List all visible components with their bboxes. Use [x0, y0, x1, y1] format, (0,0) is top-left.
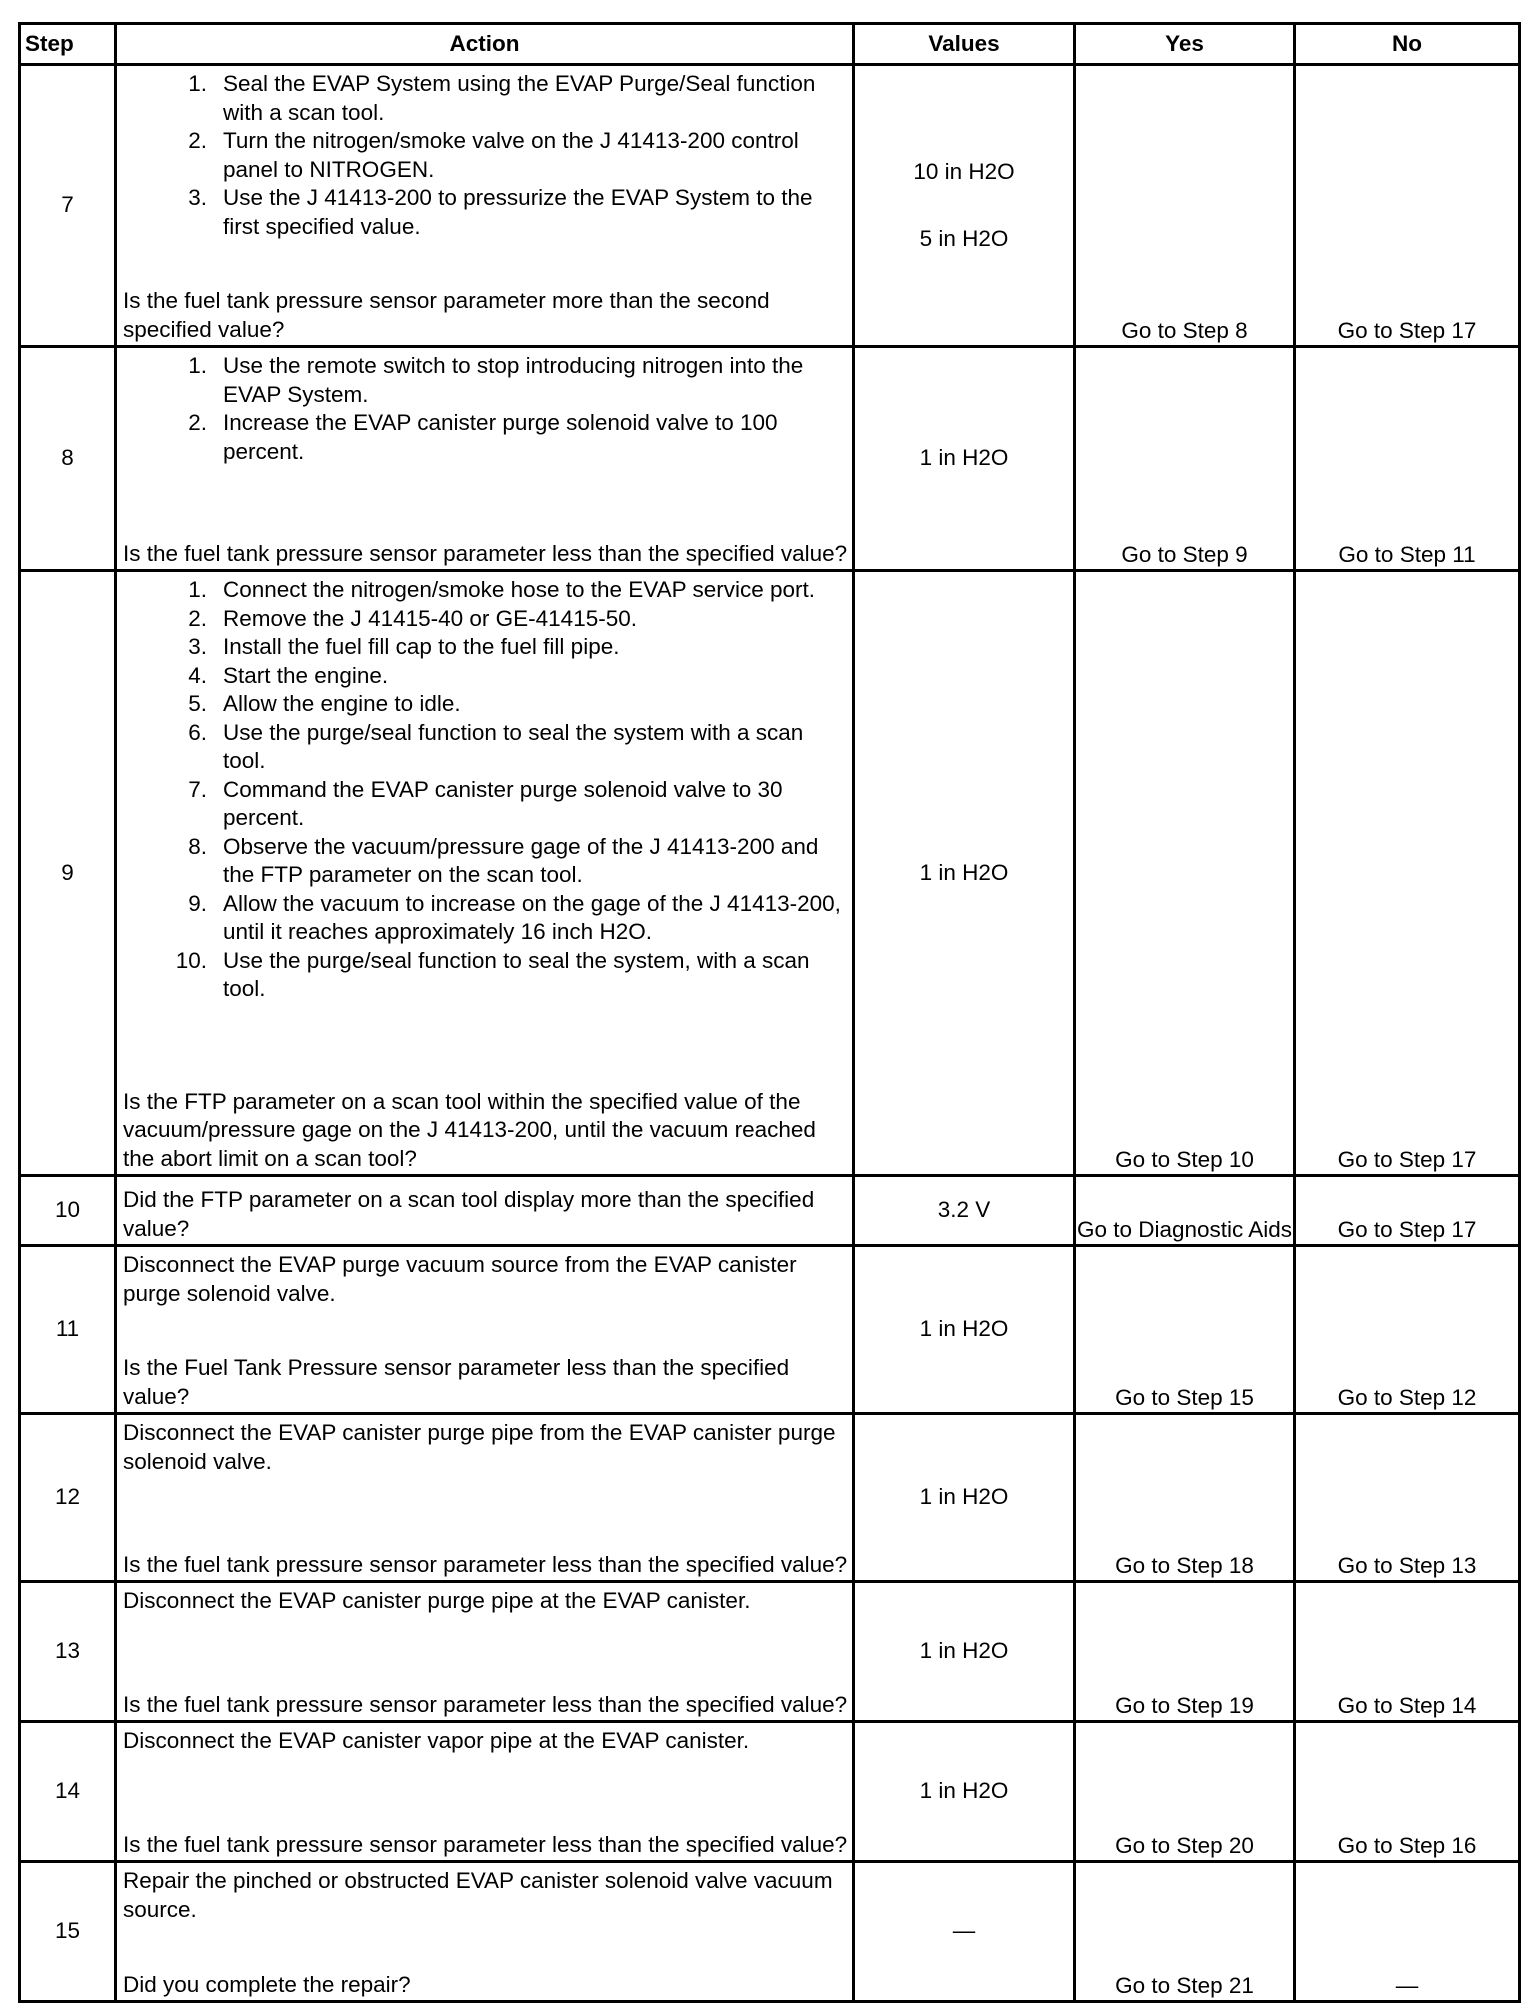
action-question: Is the fuel tank pressure sensor parameter less than the specified value?	[123, 1691, 848, 1717]
instruction-list	[123, 70, 848, 241]
values-list	[855, 1483, 1073, 1512]
action-instructions	[123, 1251, 848, 1308]
instruction-text: Command the EVAP canister purge solenoid valve to 30 percent.	[223, 776, 783, 830]
action-instructions	[123, 1419, 848, 1476]
action-instructions	[123, 1727, 848, 1756]
action-instruction-text: Disconnect the EVAP purge vacuum source from the EVAP canister purge solenoid valve.	[123, 1252, 797, 1306]
instruction-number: 2.	[188, 605, 207, 631]
header-values: Values	[854, 24, 1075, 65]
instruction-item	[123, 127, 848, 184]
step-cell: 8	[20, 347, 116, 571]
instruction-text: Use the remote switch to stop introducing nitrogen into the EVAP System.	[223, 353, 804, 407]
table-row	[20, 1722, 1520, 1862]
values-cell	[854, 65, 1075, 347]
action-instructions	[123, 1587, 848, 1616]
action-content	[123, 1181, 848, 1243]
value-text: —	[952, 1918, 976, 1944]
instruction-number: 6.	[188, 719, 207, 745]
no-cell: Go to Step 16	[1295, 1722, 1520, 1862]
no-cell: Go to Step 17	[1295, 571, 1520, 1176]
values-list	[855, 444, 1073, 473]
instruction-item	[123, 719, 848, 776]
instruction-text: Use the purge/seal function to seal the system, with a scan tool.	[223, 947, 810, 1001]
instruction-item	[123, 690, 848, 719]
no-cell: Go to Step 17	[1295, 1176, 1520, 1246]
values-list	[855, 859, 1073, 888]
values-cell	[854, 1862, 1075, 2002]
instruction-text: Use the J 41413-200 to pressurize the EVAP System to the first specified value.	[223, 185, 813, 239]
instruction-item	[123, 662, 848, 691]
action-cell	[116, 1582, 854, 1722]
instruction-item	[123, 776, 848, 833]
action-content	[123, 352, 848, 568]
action-instruction-text: Disconnect the EVAP canister purge pipe from the EVAP canister purge solenoid valve.	[123, 1420, 836, 1474]
action-instructions	[123, 576, 848, 1004]
value-text: 3.2 V	[937, 1197, 991, 1223]
value-text: 1 in H2O	[919, 1484, 1009, 1510]
value-text: 1 in H2O	[919, 1778, 1009, 1804]
step-cell: 7	[20, 65, 116, 347]
action-cell	[116, 1722, 854, 1862]
yes-cell: Go to Step 20	[1075, 1722, 1295, 1862]
instruction-number: 8.	[188, 833, 207, 859]
instruction-number: 2.	[188, 128, 207, 153]
action-content	[123, 1727, 848, 1859]
instruction-item	[123, 947, 848, 1004]
table-row	[20, 1582, 1520, 1722]
instruction-number: 10.	[175, 947, 207, 973]
instruction-number: 1.	[188, 353, 207, 378]
step-cell: 9	[20, 571, 116, 1176]
yes-cell: Go to Step 9	[1075, 347, 1295, 571]
instruction-number: 5.	[188, 691, 207, 716]
instruction-list	[123, 352, 848, 466]
instruction-item	[123, 605, 848, 634]
values-cell	[854, 1722, 1075, 1862]
instruction-number: 4.	[188, 662, 207, 688]
instruction-number: 3.	[188, 185, 207, 210]
action-cell	[116, 571, 854, 1176]
action-cell	[116, 65, 854, 347]
action-cell	[116, 1246, 854, 1414]
instruction-text: Turn the nitrogen/smoke valve on the J 41413-200 control panel to NITROGEN.	[223, 128, 799, 182]
instruction-item	[123, 633, 848, 662]
no-cell: Go to Step 14	[1295, 1582, 1520, 1722]
yes-cell: Go to Diagnostic Aids	[1075, 1176, 1295, 1246]
action-instruction-text: Repair the pinched or obstructed EVAP canister solenoid valve vacuum source.	[123, 1868, 833, 1922]
action-content	[123, 1251, 848, 1411]
instruction-number: 1.	[188, 71, 207, 96]
action-content	[123, 576, 848, 1173]
value-text: 1 in H2O	[919, 445, 1009, 471]
value-text: 1 in H2O	[919, 1638, 1009, 1664]
action-cell	[116, 347, 854, 571]
action-instructions	[123, 70, 848, 241]
header-row	[20, 24, 1520, 65]
instruction-text: Allow the vacuum to increase on the gage of the J 41413-200, until it reaches approximately 16 inch H2O.	[223, 890, 841, 944]
header-yes: Yes	[1075, 24, 1295, 65]
yes-cell: Go to Step 19	[1075, 1582, 1295, 1722]
values-cell	[854, 347, 1075, 571]
table-row	[20, 1862, 1520, 2002]
instruction-number: 7.	[188, 776, 207, 802]
instruction-number: 1.	[188, 577, 207, 602]
action-instructions	[123, 1867, 848, 1924]
instruction-text: Seal the EVAP System using the EVAP Purge/Seal function with a scan tool.	[223, 71, 816, 125]
instruction-text: Allow the engine to idle.	[223, 691, 461, 716]
instruction-item	[123, 890, 848, 947]
action-instruction-text: Disconnect the EVAP canister purge pipe at the EVAP canister.	[123, 1588, 751, 1613]
table-row	[20, 1414, 1520, 1582]
table-row	[20, 571, 1520, 1176]
action-instruction-text: Disconnect the EVAP canister vapor pipe at the EVAP canister.	[123, 1728, 750, 1753]
action-content	[123, 1587, 848, 1719]
no-cell: Go to Step 12	[1295, 1246, 1520, 1414]
instruction-list	[123, 576, 848, 1004]
instruction-item	[123, 409, 848, 466]
value-text: 5 in H2O	[919, 225, 1009, 251]
instruction-text: Start the engine.	[223, 662, 389, 688]
instruction-item	[123, 352, 848, 409]
instruction-number: 9.	[188, 890, 207, 916]
values-list	[855, 1637, 1073, 1666]
diagnostic-table	[18, 22, 1521, 2003]
value-text: 1 in H2O	[919, 1316, 1009, 1342]
action-cell	[116, 1862, 854, 2002]
yes-cell: Go to Step 18	[1075, 1414, 1295, 1582]
values-cell	[854, 1582, 1075, 1722]
action-question: Is the fuel tank pressure sensor parameter less than the specified value?	[123, 540, 848, 566]
yes-cell: Go to Step 10	[1075, 571, 1295, 1176]
value-text: 1 in H2O	[919, 859, 1009, 885]
instruction-text: Increase the EVAP canister purge solenoid valve to 100 percent.	[223, 410, 778, 464]
step-cell: 13	[20, 1582, 116, 1722]
step-cell: 11	[20, 1246, 116, 1414]
action-question: Did you complete the repair?	[123, 1971, 411, 1997]
action-question: Is the FTP parameter on a scan tool within the specified value of the vacuum/pressure gage on the J 41413-200, until the vacuum reached the abort limit on a scan tool?	[123, 1088, 816, 1171]
step-cell: 15	[20, 1862, 116, 2002]
table-body	[20, 65, 1520, 2002]
action-question: Is the fuel tank pressure sensor parameter less than the specified value?	[123, 1831, 848, 1857]
header-step: Step	[20, 24, 116, 65]
action-instructions	[123, 352, 848, 466]
instruction-text: Observe the vacuum/pressure gage of the J 41413-200 and the FTP parameter on the scan tool.	[223, 833, 819, 887]
yes-cell: Go to Step 21	[1075, 1862, 1295, 2002]
no-cell: Go to Step 17	[1295, 65, 1520, 347]
action-question: Is the fuel tank pressure sensor parameter more than the second specified value?	[123, 288, 770, 342]
action-question: Is the fuel tank pressure sensor parameter less than the specified value?	[123, 1551, 848, 1577]
action-cell	[116, 1176, 854, 1246]
instruction-text: Use the purge/seal function to seal the system with a scan tool.	[223, 719, 804, 773]
table-row	[20, 65, 1520, 347]
values-list	[855, 158, 1073, 253]
instruction-item	[123, 184, 848, 241]
instruction-text: Remove the J 41415-40 or GE-41415-50.	[223, 605, 637, 631]
instruction-text: Install the fuel fill cap to the fuel fill pipe.	[223, 634, 620, 659]
values-cell	[854, 571, 1075, 1176]
header-action: Action	[116, 24, 854, 65]
instruction-item	[123, 70, 848, 127]
no-cell: —	[1295, 1862, 1520, 2002]
instruction-text: Connect the nitrogen/smoke hose to the EVAP service port.	[223, 577, 815, 602]
yes-cell: Go to Step 8	[1075, 65, 1295, 347]
value-text: 10 in H2O	[913, 159, 1015, 184]
instruction-item	[123, 576, 848, 605]
no-cell: Go to Step 13	[1295, 1414, 1520, 1582]
values-list	[855, 1777, 1073, 1806]
header-no: No	[1295, 24, 1520, 65]
action-cell	[116, 1414, 854, 1582]
instruction-item	[123, 833, 848, 890]
instruction-number: 2.	[188, 410, 207, 435]
table-row	[20, 1246, 1520, 1414]
instruction-number: 3.	[188, 634, 207, 659]
table-row	[20, 1176, 1520, 1246]
step-cell: 10	[20, 1176, 116, 1246]
values-list	[855, 1315, 1073, 1344]
action-question: Did the FTP parameter on a scan tool display more than the specified value?	[123, 1187, 815, 1241]
yes-cell: Go to Step 15	[1075, 1246, 1295, 1414]
action-content	[123, 1419, 848, 1579]
values-list	[855, 1917, 1073, 1946]
action-content	[123, 1867, 848, 1999]
step-cell: 12	[20, 1414, 116, 1582]
action-content	[123, 70, 848, 344]
values-cell	[854, 1176, 1075, 1246]
step-cell: 14	[20, 1722, 116, 1862]
table-row	[20, 347, 1520, 571]
values-cell	[854, 1414, 1075, 1582]
values-cell	[854, 1246, 1075, 1414]
no-cell: Go to Step 11	[1295, 347, 1520, 571]
action-question: Is the Fuel Tank Pressure sensor parameter less than the specified value?	[123, 1355, 790, 1409]
values-list	[855, 1196, 1073, 1225]
